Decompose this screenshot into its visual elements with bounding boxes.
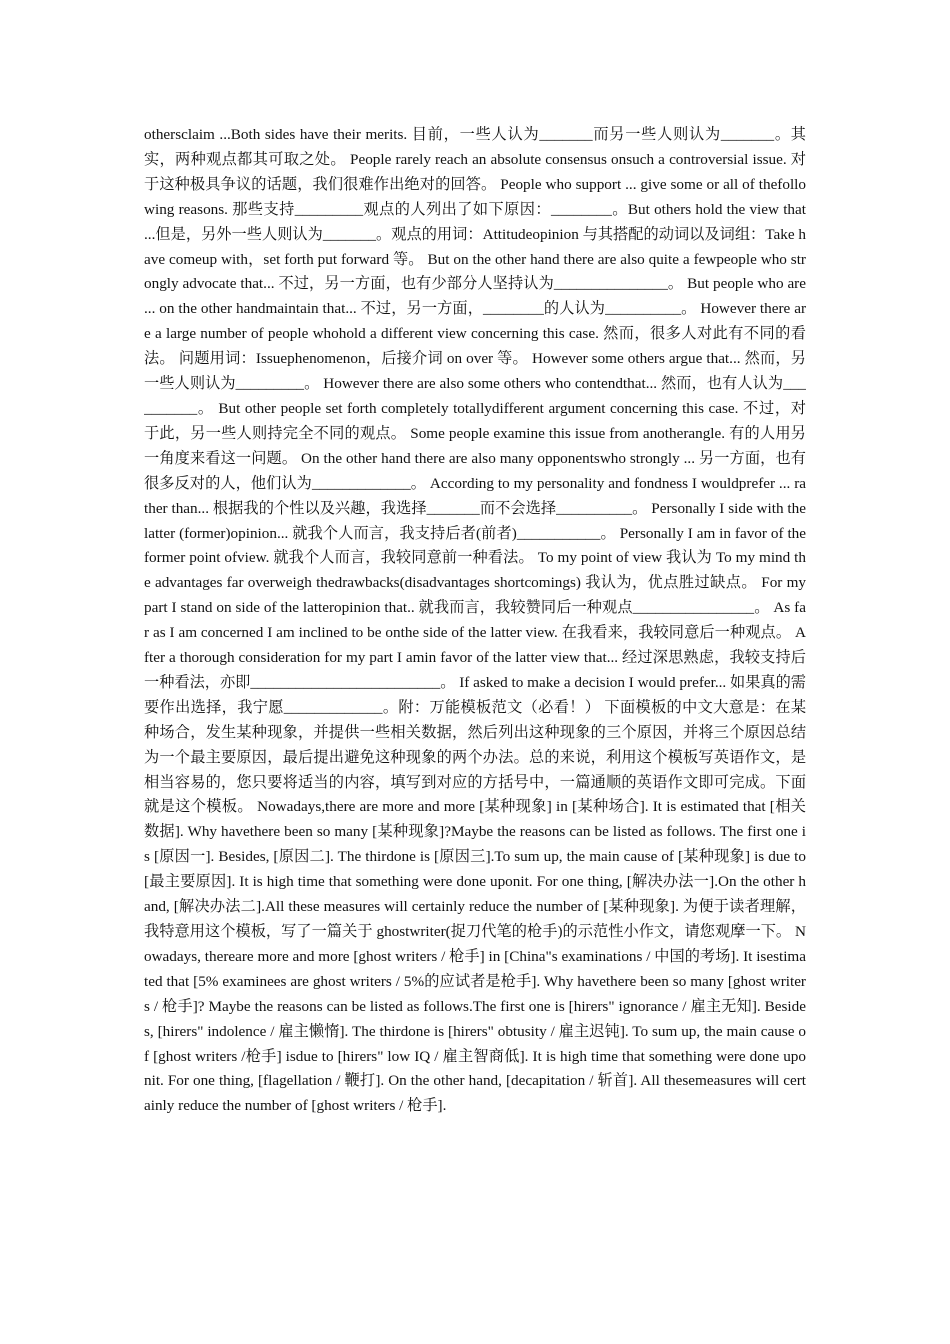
body-paragraph: othersclaim ...Both sides have their merits. 目前，一些人认为_______而另一些人则认为_______。其实，两种观点都其可取之处。 People rarely reach an absolute consensus onsuch a controversial issue. 对于这种极具争议的话题，我们很难作出绝对的回答。 People who support ... give some or all of thefollowing reasons. 那些支持_________观点的人列出了如下原因：________。But others hold the view that ...但是，另外一些人则认为_______。观点的用词：Attitudeopinion 与其搭配的动词以及词组：Take have comeup with，set forth put forward 等。 But on the other hand there are also quite a fewpeople who strongly advocate that... 不过，另一方面，也有少部分人坚持认为_______________。 But people who are ... on the other handmaintain that... 不过，另一方面，________的人认为__________。 However there are a large number of people whohold a different view concerning this case. 然而，很多人对此有不同的看法。 问题用词：Issuephenomenon，后接介词 on over 等。 However some others argue that... 然而，另一些人则认为_________。 However there are also some others who contendthat... 然而，也有人认为__________。 But other people set forth completely totallydifferent argument concerning this case. 不过，对于此，另一些人则持完全不同的观点。 Some people examine this issue from anotherangle. 有的人用另一角度来看这一问题。 On the other hand there are also many opponentswho strongly ... 另一方面，也有很多反对的人，他们认为_____________。 According to my personality and fondness I wouldprefer ... rather than... 根据我的个性以及兴趣，我选择_______而不会选择__________。 Personally I side with the latter (former)opinion... 就我个人而言，我支持后者(前者)___________。 Personally I am in favor of the former point ofview. 就我个人而言，我较同意前一种看法。 To my point of view 我认为 To my mind the advantages far overweigh thedrawbacks(disadvantages shortcomings) 我认为，优点胜过缺点。 For my part I stand on side of the latteropinion that.. 就我而言，我较赞同后一种观点________________。 As far as I am concerned I am inclined to be onthe side of the latter view. 在我看来，我较同意后一种观点。 After a thorough consideration for my part I amin favor of the latter view that... 经过深思熟虑，我较支持后一种看法，亦即_________________________。 If asked to make a decision I would prefer... 如果真的需要作出选择，我宁愿_____________。附：万能模板范文（必看！） 下面模板的中文大意是：在某种场合，发生某种现象，并提供一些相关数据，然后列出这种现象的三个原因，并将三个原因总结为一个最主要原因，最后提出避免这种现象的两个办法。总的来说，利用这个模板写英语作文，是相当容易的，您只要将适当的内容，填写到对应的方括号中，一篇通顺的英语作文即可完成。下面就是这个模板。 Nowadays,there are more and more [某种现象] in [某种场合]. It is estimated that [相关数据]. Why havethere been so many [某种现象]?Maybe the reasons can be listed as follows. The first one is [原因一]. Besides, [原因二]. The thirdone is [原因三].To sum up, the main cause of [某种现象] is due to [最主要原因]. It is high time that something were done uponit. For one thing, [解决办法一].On the other hand, [解决办法二].All these measures will certainly reduce the number of [某种现象]. 为便于读者理解，我特意用这个模板，写了一篇关于 ghostwriter(捉刀代笔的枪手)的示范性小作文，请您观摩一下。 Nowadays, thereare more and more [ghost writers / 枪手] in [China"s examinations / 中国的考场]. It isestimated that [5% examinees are ghost writers / 5%的应试者是枪手]. Why havethere been so many [ghost writers / 枪手]? Maybe the reasons can be listed as follows.The first one is [hirers" ignorance / 雇主无知]. Besides, [hirers" indolence / 雇主懒惰]. The thirdone is [hirers" obtusity / 雇主迟钝]. To sum up, the main cause of [ghost writers /枪手] isdue to [hirers" low IQ / 雇主智商低]. It is high time that something were done uponit. For one thing, [flagellation / 鞭打]. On the other hand, [decapitation / 斩首]. All thesemeasures will certainly reduce the number of [ghost writers / 枪手]. — [144, 126, 806, 1115]
document-page — [144, 123, 806, 1223]
